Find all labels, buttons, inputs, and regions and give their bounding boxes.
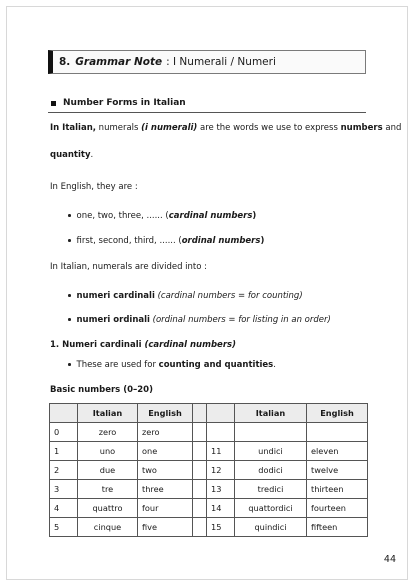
section-heading-text: Number Forms in Italian [63, 98, 186, 108]
table-cell [193, 480, 207, 499]
table-cell: 4 [50, 499, 78, 518]
bullet-icon [68, 239, 71, 242]
table-header-cell [50, 404, 78, 423]
table-cell: fourteen [307, 499, 368, 518]
intro-line-2: quantity. [50, 150, 94, 160]
table-cell [193, 499, 207, 518]
chapter-title-rest: : I Numerali / Numeri [166, 56, 276, 68]
table-cell: 1 [50, 442, 78, 461]
list-item-cardinal: one, two, three, ...... (cardinal numbers) [68, 211, 256, 221]
list-item-numeri-cardinali: numeri cardinali (cardinal numbers = for counting) [68, 291, 303, 301]
table-cell: quattordici [235, 499, 307, 518]
table-header-cell [207, 404, 235, 423]
table-header-cell: English [307, 404, 368, 423]
table-cell: tre [78, 480, 138, 499]
table-header-cell: Italian [78, 404, 138, 423]
table-cell: 13 [207, 480, 235, 499]
list-item-usage: These are used for counting and quantities. [68, 360, 276, 370]
table-cell: tredici [235, 480, 307, 499]
list-item-ordinal: first, second, third, ...... (ordinal numbers) [68, 236, 264, 246]
chapter-number: 8. [59, 56, 71, 68]
table-row [50, 518, 368, 537]
table-caption: Basic numbers (0–20) [50, 385, 153, 395]
table-cell: two [138, 461, 193, 480]
table-cell: due [78, 461, 138, 480]
table-cell: fifteen [307, 518, 368, 537]
table-cell: 15 [207, 518, 235, 537]
table-cell [193, 518, 207, 537]
table-cell: 11 [207, 442, 235, 461]
table-row [50, 442, 368, 461]
bullet-icon [68, 294, 71, 297]
table-cell: quattro [78, 499, 138, 518]
table-cell: undici [235, 442, 307, 461]
table-header-cell: English [138, 404, 193, 423]
table-cell: 12 [207, 461, 235, 480]
intro-line-1: In Italian, numerals (i numerali) are the words we use to express numbers and [50, 123, 402, 133]
table-header-row [50, 404, 368, 423]
table-row [50, 423, 368, 442]
page-number: 44 [383, 554, 396, 565]
numbers-table [49, 403, 368, 537]
list-item-numeri-ordinali: numeri ordinali (ordinal numbers = for listing in an order) [68, 315, 331, 325]
table-cell: three [138, 480, 193, 499]
table-cell: cinque [78, 518, 138, 537]
table-cell: 2 [50, 461, 78, 480]
table-cell: 14 [207, 499, 235, 518]
table-row [50, 480, 368, 499]
table-cell: 3 [50, 480, 78, 499]
table-cell: uno [78, 442, 138, 461]
table-cell [235, 423, 307, 442]
bullet-icon [68, 318, 71, 321]
table-cell [307, 423, 368, 442]
bullet-icon [68, 363, 71, 366]
chapter-title [48, 50, 366, 74]
table-cell: quindici [235, 518, 307, 537]
table-cell: dodici [235, 461, 307, 480]
table-cell: twelve [307, 461, 368, 480]
table-row [50, 499, 368, 518]
table-cell [193, 423, 207, 442]
table-cell [193, 442, 207, 461]
table-cell: zero [78, 423, 138, 442]
table-cell: 0 [50, 423, 78, 442]
table-cell: eleven [307, 442, 368, 461]
table-cell [207, 423, 235, 442]
table-cell: five [138, 518, 193, 537]
english-intro: In English, they are : [50, 182, 138, 192]
subsection-heading: 1. Numeri cardinali (cardinal numbers) [50, 340, 236, 350]
table-header-cell: Italian [235, 404, 307, 423]
bullet-icon [68, 214, 71, 217]
table-row [50, 461, 368, 480]
table-cell: one [138, 442, 193, 461]
table-cell: four [138, 499, 193, 518]
table-cell: 5 [50, 518, 78, 537]
table-header-cell [193, 404, 207, 423]
section-heading [48, 96, 366, 113]
table-cell: thirteen [307, 480, 368, 499]
table-cell [193, 461, 207, 480]
table-cell: zero [138, 423, 193, 442]
chapter-title-italic: Grammar Note [75, 56, 163, 68]
italian-intro: In Italian, numerals are divided into : [50, 262, 208, 272]
square-bullet-icon [51, 101, 56, 106]
